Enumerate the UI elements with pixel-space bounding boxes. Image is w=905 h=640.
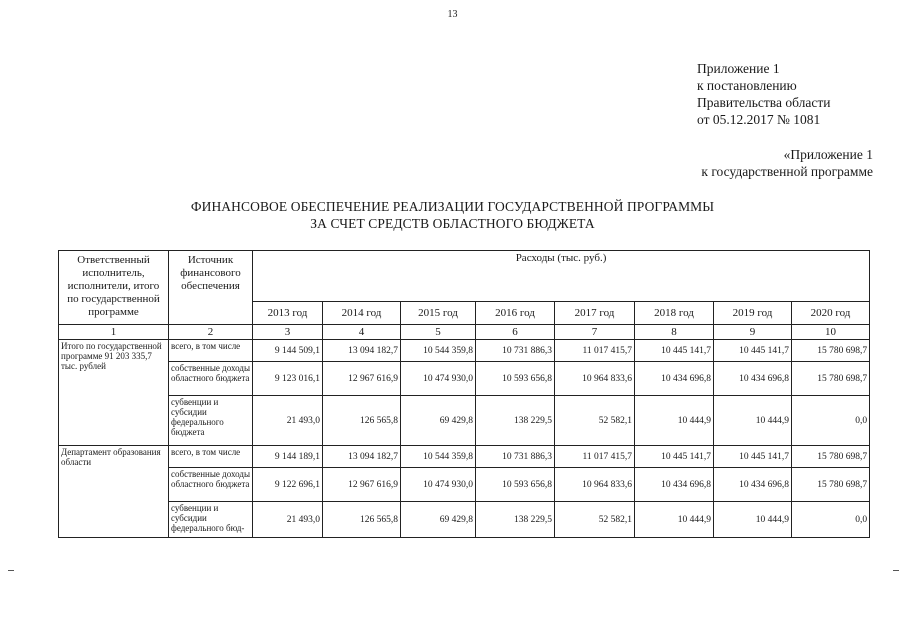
value-cell: 52 582,1 bbox=[555, 502, 635, 538]
annex-program-block bbox=[701, 146, 873, 180]
finance-table-wrapper bbox=[58, 250, 870, 538]
table-row bbox=[59, 340, 870, 362]
header-year: 2019 год bbox=[714, 302, 792, 325]
annex-line: Приложение 1 bbox=[697, 61, 780, 76]
header-year: 2017 год bbox=[555, 302, 635, 325]
executor-cell: Департамент образования области bbox=[59, 446, 169, 538]
value-cell: 10 444,9 bbox=[714, 396, 792, 446]
column-number: 4 bbox=[323, 325, 401, 340]
value-cell: 15 780 698,7 bbox=[792, 362, 870, 396]
value-cell: 10 444,9 bbox=[635, 396, 714, 446]
document-title bbox=[0, 198, 905, 232]
value-cell: 15 780 698,7 bbox=[792, 468, 870, 502]
value-cell: 15 780 698,7 bbox=[792, 340, 870, 362]
table-row bbox=[59, 468, 870, 502]
value-cell: 69 429,8 bbox=[401, 396, 476, 446]
annex-program-line: к государственной программе bbox=[701, 164, 873, 179]
header-year: 2014 год bbox=[323, 302, 401, 325]
page-number: 13 bbox=[447, 9, 458, 20]
value-cell: 12 967 616,9 bbox=[323, 362, 401, 396]
value-cell: 15 780 698,7 bbox=[792, 446, 870, 468]
table-row bbox=[59, 446, 870, 468]
column-number: 1 bbox=[59, 325, 169, 340]
value-cell: 10 964 833,6 bbox=[555, 468, 635, 502]
value-cell: 10 434 696,8 bbox=[714, 362, 792, 396]
value-cell: 10 964 833,6 bbox=[555, 362, 635, 396]
value-cell: 126 565,8 bbox=[323, 502, 401, 538]
value-cell: 21 493,0 bbox=[253, 396, 323, 446]
table-row bbox=[59, 396, 870, 446]
column-number: 9 bbox=[714, 325, 792, 340]
column-number: 8 bbox=[635, 325, 714, 340]
value-cell: 21 493,0 bbox=[253, 502, 323, 538]
annex-line: Правительства области bbox=[697, 95, 831, 110]
value-cell: 10 434 696,8 bbox=[714, 468, 792, 502]
column-number: 2 bbox=[169, 325, 253, 340]
value-cell: 10 445 141,7 bbox=[635, 446, 714, 468]
annex-line: от 05.12.2017 № 1081 bbox=[697, 112, 821, 127]
value-cell: 52 582,1 bbox=[555, 396, 635, 446]
value-cell: 12 967 616,9 bbox=[323, 468, 401, 502]
title-line-2: ЗА СЧЕТ СРЕДСТВ ОБЛАСТНОГО БЮДЖЕТА bbox=[310, 216, 595, 231]
annex-block bbox=[697, 60, 830, 128]
finance-table bbox=[58, 250, 870, 538]
table-row bbox=[59, 502, 870, 538]
header-year: 2013 год bbox=[253, 302, 323, 325]
value-cell: 9 144 189,1 bbox=[253, 446, 323, 468]
value-cell: 0,0 bbox=[792, 502, 870, 538]
value-cell: 9 144 509,1 bbox=[253, 340, 323, 362]
scan-mark-right bbox=[893, 570, 899, 571]
source-cell: всего, в том числе bbox=[169, 340, 253, 362]
header-year: 2015 год bbox=[401, 302, 476, 325]
value-cell: 10 474 930,0 bbox=[401, 468, 476, 502]
scan-mark-left bbox=[8, 570, 14, 571]
value-cell: 10 593 656,8 bbox=[476, 362, 555, 396]
column-number: 10 bbox=[792, 325, 870, 340]
title-line-1: ФИНАНСОВОЕ ОБЕСПЕЧЕНИЕ РЕАЛИЗАЦИИ ГОСУДАРСТВЕННОЙ ПРОГРАММЫ bbox=[190, 199, 715, 214]
value-cell: 10 445 141,7 bbox=[714, 340, 792, 362]
column-number: 6 bbox=[476, 325, 555, 340]
value-cell: 10 445 141,7 bbox=[714, 446, 792, 468]
header-year: 2020 год bbox=[792, 302, 870, 325]
value-cell: 10 444,9 bbox=[714, 502, 792, 538]
source-cell: собственные доходы областного бюджета bbox=[169, 468, 253, 502]
value-cell: 10 544 359,8 bbox=[401, 340, 476, 362]
value-cell: 13 094 182,7 bbox=[323, 340, 401, 362]
value-cell: 0,0 bbox=[792, 396, 870, 446]
value-cell: 138 229,5 bbox=[476, 502, 555, 538]
annex-line: к постановлению bbox=[697, 78, 797, 93]
source-cell: всего, в том числе bbox=[169, 446, 253, 468]
header-year: 2018 год bbox=[635, 302, 714, 325]
value-cell: 11 017 415,7 bbox=[555, 446, 635, 468]
column-number: 5 bbox=[401, 325, 476, 340]
value-cell: 10 444,9 bbox=[635, 502, 714, 538]
value-cell: 10 731 886,3 bbox=[476, 446, 555, 468]
annex-program-line: «Приложение 1 bbox=[783, 147, 873, 162]
header-source: Источник финансового обеспечения bbox=[169, 251, 253, 325]
value-cell: 10 731 886,3 bbox=[476, 340, 555, 362]
value-cell: 10 544 359,8 bbox=[401, 446, 476, 468]
value-cell: 10 434 696,8 bbox=[635, 468, 714, 502]
value-cell: 11 017 415,7 bbox=[555, 340, 635, 362]
value-cell: 9 123 016,1 bbox=[253, 362, 323, 396]
column-number: 7 bbox=[555, 325, 635, 340]
source-cell: субвенции и субсидии федерального бюджета bbox=[169, 396, 253, 446]
value-cell: 10 593 656,8 bbox=[476, 468, 555, 502]
value-cell: 69 429,8 bbox=[401, 502, 476, 538]
table-row bbox=[59, 362, 870, 396]
value-cell: 13 094 182,7 bbox=[323, 446, 401, 468]
executor-cell: Итого по государственной программе 91 203 335,7 тыс. рублей bbox=[59, 340, 169, 446]
value-cell: 9 122 696,1 bbox=[253, 468, 323, 502]
source-cell: собственные доходы областного бюджета bbox=[169, 362, 253, 396]
value-cell: 126 565,8 bbox=[323, 396, 401, 446]
header-expenses: Расходы (тыс. руб.) bbox=[253, 251, 870, 302]
header-executor: Ответственный исполнитель, исполнители, итого по государственной программе bbox=[59, 251, 169, 325]
value-cell: 10 445 141,7 bbox=[635, 340, 714, 362]
value-cell: 10 474 930,0 bbox=[401, 362, 476, 396]
value-cell: 138 229,5 bbox=[476, 396, 555, 446]
header-year: 2016 год bbox=[476, 302, 555, 325]
value-cell: 10 434 696,8 bbox=[635, 362, 714, 396]
source-cell: субвенции и субсидии федерального бюд- bbox=[169, 502, 253, 538]
column-number: 3 bbox=[253, 325, 323, 340]
